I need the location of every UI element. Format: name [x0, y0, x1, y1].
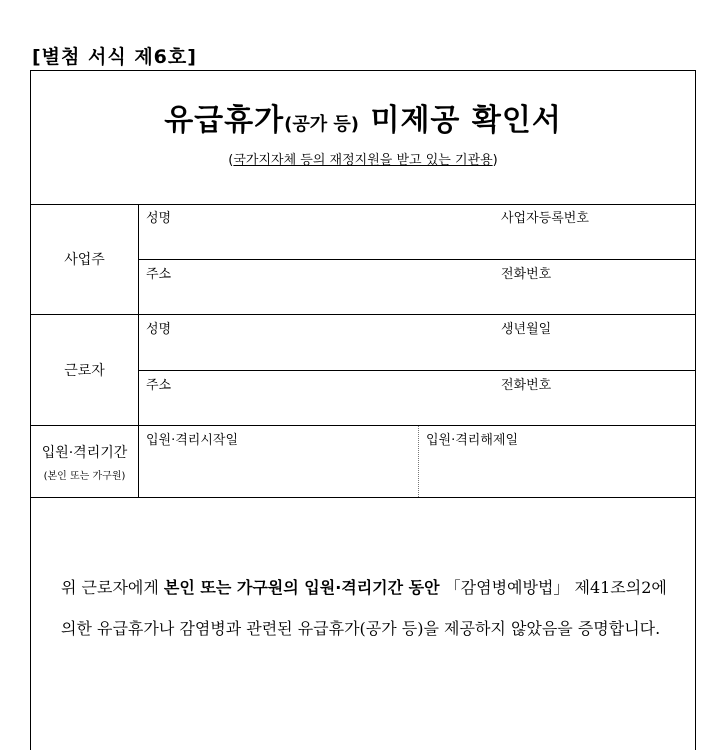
statement-text: 위 근로자에게 본인 또는 가구원의 입원·격리기간 동안 「감염병예방법」 제41조의2에 의한 유급휴가나 감염병과 관련된 유급휴가(공가 등)을 제공하지 않았음을 증명합니다. — [61, 578, 667, 638]
worker-phone-field[interactable]: 전화번호 — [501, 378, 552, 393]
period-end-field[interactable]: 입원·격리해제일 — [426, 433, 519, 448]
document-subtitle — [31, 149, 695, 168]
document-title — [31, 95, 695, 139]
form-number: [별첨 서식 제6호] — [32, 46, 197, 68]
title-area — [31, 71, 695, 205]
worker-address-field[interactable]: 주소 — [146, 378, 172, 393]
employer-label: 사업주 — [31, 204, 139, 314]
employer-phone-field[interactable]: 전화번호 — [501, 267, 552, 282]
title-main-2: 미제공 확인서 — [370, 103, 562, 138]
title-small: (공가 등) — [284, 114, 360, 135]
confirmation-document — [30, 70, 696, 750]
worker-name-field[interactable]: 성명 — [146, 322, 172, 337]
statement-bold: 본인 또는 가구원의 입원·격리기간 동안 — [163, 578, 440, 597]
employer-name-field[interactable]: 성명 — [146, 211, 172, 226]
subtitle-open: ( — [228, 153, 234, 168]
period-label: 입원·격리기간 (본인 또는 가구원) — [31, 426, 139, 497]
worker-label: 근로자 — [31, 315, 139, 425]
employer-section — [31, 204, 695, 315]
employer-address-field[interactable]: 주소 — [146, 267, 172, 282]
worker-birth-field[interactable]: 생년월일 — [501, 322, 552, 337]
employer-reg-no-field[interactable]: 사업자등록번호 — [501, 211, 589, 226]
title-main-1: 유급휴가 — [164, 103, 285, 138]
subtitle-close: ) — [492, 153, 498, 168]
subtitle-text: 국가지자체 등의 재정지원을 받고 있는 기관용 — [233, 153, 493, 168]
worker-section — [31, 315, 695, 426]
period-section — [31, 426, 695, 498]
period-start-field[interactable]: 입원·격리시작일 — [146, 433, 239, 448]
period-sublabel: (본인 또는 가구원) — [43, 470, 126, 482]
